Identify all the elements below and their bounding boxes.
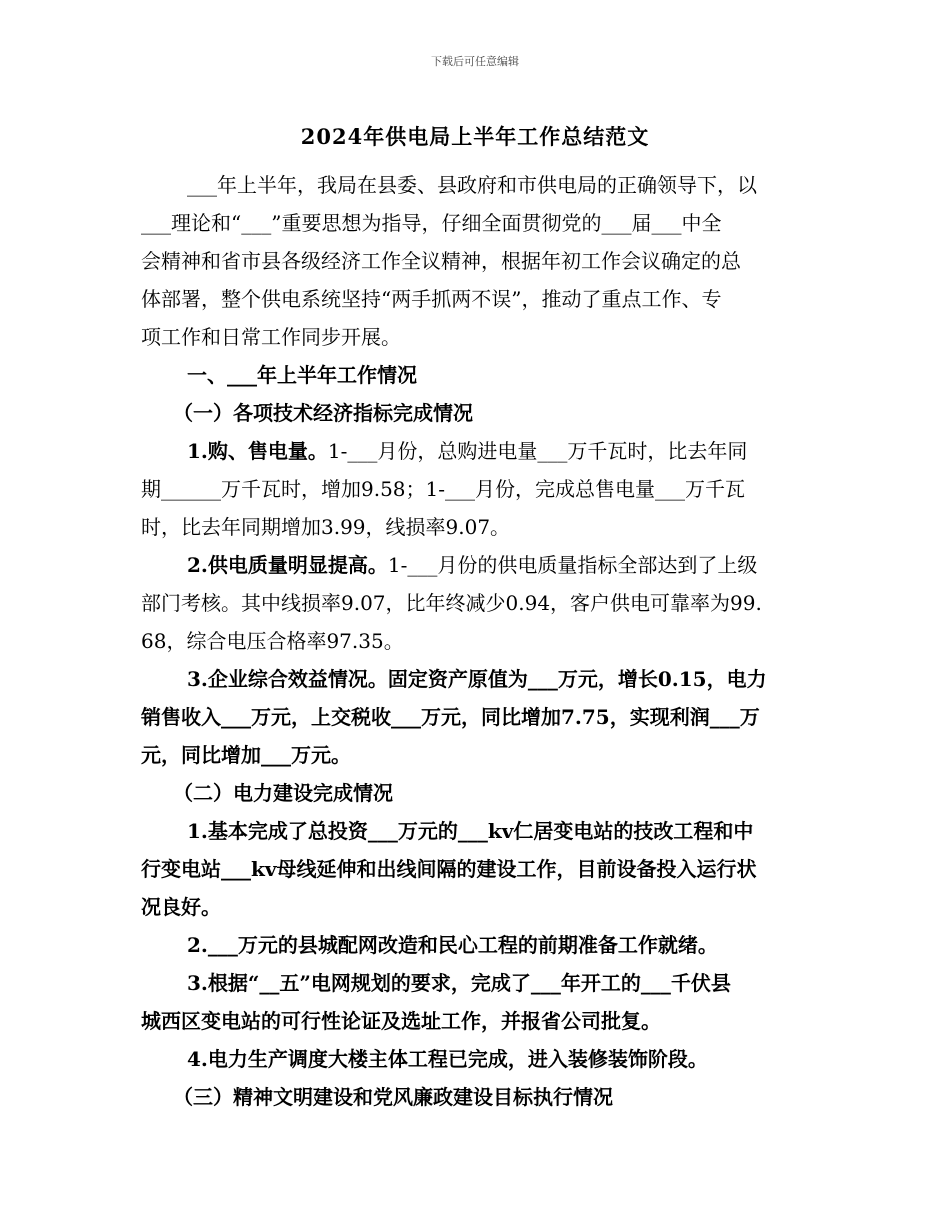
document-title: 2024年供电局上半年工作总结范文	[300, 124, 650, 149]
line-text: 会精神和省市县各级经济工作全议精神，根据年初工作会议确定的总	[141, 249, 741, 273]
document-line	[141, 470, 813, 508]
document-line	[141, 356, 813, 394]
line-text: 4.电力生产调度大楼主体工程已完成，进入装修装饰阶段。	[187, 1047, 708, 1071]
line-text: 行变电站___kv母线延伸和出线间隔的建设工作，目前设备投入运行状	[141, 857, 757, 881]
document-line	[141, 394, 813, 432]
document-line	[141, 660, 813, 698]
line-text: 1-___月份的供电质量指标全部达到了上级	[387, 553, 758, 577]
document-line	[141, 736, 813, 774]
document-line	[141, 964, 813, 1002]
line-text: （一）各项技术经济指标完成情况	[173, 401, 473, 425]
document-line	[141, 204, 813, 242]
line-text: 部门考核。其中线损率9.07，比年终减少0.94，客户供电可靠率为99.	[141, 591, 762, 615]
line-text: 城西区变电站的可行性论证及选址工作，并报省公司批复。	[141, 1009, 661, 1033]
line-text: 68，综合电压合格率97.35。	[141, 629, 404, 653]
document-line	[141, 888, 813, 926]
line-text: 3.根据“__五”电网规划的要求，完成了___年开工的___千伏县	[187, 971, 731, 995]
line-text: 1-___月份，总购进电量___万千瓦时，比去年同	[327, 439, 748, 463]
line-text: 3.企业综合效益情况。固定资产原值为___万元，增长0.15，电力	[187, 667, 767, 691]
line-text: ___理论和“___”重要思想为指导，仔细全面贯彻党的___届___中全	[141, 211, 722, 235]
document-line	[141, 584, 813, 622]
line-text: 销售收入___万元，上交税收___万元，同比增加7.75，实现利润___万	[141, 705, 760, 729]
line-text: 一、___年上半年工作情况	[187, 363, 417, 387]
document-line	[141, 812, 813, 850]
document-line	[141, 318, 813, 356]
line-text: 项工作和日常工作同步开展。	[141, 325, 401, 349]
line-text: 时，比去年同期增加3.99，线损率9.07。	[141, 515, 511, 539]
line-text: 体部署，整个供电系统坚持“两手抓两不误”，推动了重点工作、专	[141, 287, 722, 311]
document-line	[141, 850, 813, 888]
document-line	[141, 1002, 813, 1040]
line-text: 期______万千瓦时，增加9.58；1-___月份，完成总售电量___万千瓦	[141, 477, 746, 501]
line-text: 元，同比增加___万元。	[141, 743, 351, 767]
line-heading: 1.购、售电量。	[187, 439, 328, 463]
document-line	[141, 546, 813, 584]
document-line	[141, 926, 813, 964]
document-line	[141, 1078, 813, 1116]
document-line	[141, 774, 813, 812]
line-text: ___年上半年，我局在县委、县政府和市供电局的正确领导下，以	[187, 173, 757, 197]
document-line	[141, 1040, 813, 1078]
line-text: （二）电力建设完成情况	[173, 781, 393, 805]
document-line	[141, 698, 813, 736]
document-body	[141, 166, 813, 1116]
document-line	[141, 242, 813, 280]
document-line	[141, 166, 813, 204]
line-text: 2.___万元的县城配网改造和民心工程的前期准备工作就绪。	[187, 933, 718, 957]
line-text: 况良好。	[141, 895, 221, 919]
document-line	[141, 622, 813, 660]
line-text: 1.基本完成了总投资___万元的___kv仁居变电站的技改工程和中	[187, 819, 754, 843]
page-header-note: 下载后可任意编辑	[431, 55, 519, 68]
line-text: （三）精神文明建设和党风廉政建设目标执行情况	[173, 1085, 613, 1109]
document-line	[141, 508, 813, 546]
document-line	[141, 432, 813, 470]
line-heading: 2.供电质量明显提高。	[187, 553, 388, 577]
document-line	[141, 280, 813, 318]
